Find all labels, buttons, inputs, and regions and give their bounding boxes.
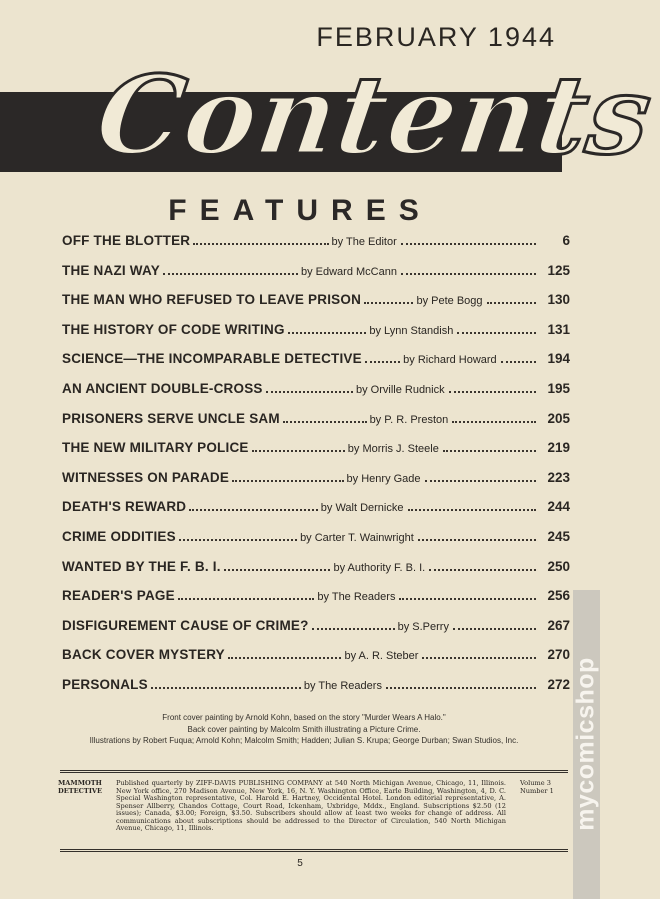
dot-leader [266, 391, 353, 393]
toc-entry [62, 470, 570, 500]
dot-leader [365, 361, 400, 363]
entry-author: by The Editor [331, 236, 397, 248]
toc-entry [62, 292, 570, 322]
toc-entry [62, 647, 570, 677]
entry-author: by P. R. Preston [369, 413, 449, 426]
entry-author: by Edward McCann [300, 265, 397, 278]
entry-title: CRIME ODDITIES [62, 528, 176, 544]
entry-page: 223 [547, 469, 570, 485]
watermark: mycomicshop [571, 657, 600, 831]
entry-author: by Henry Gade [346, 472, 421, 485]
top-rule [60, 770, 568, 773]
dot-leader [449, 391, 536, 393]
entry-title: PERSONALS [62, 676, 148, 692]
toc-entry [62, 263, 570, 293]
page-number: 5 [297, 858, 303, 869]
dot-leader [193, 243, 328, 245]
dot-leader [422, 657, 536, 659]
entry-title: READER'S PAGE [62, 588, 175, 604]
entry-title: WITNESSES ON PARADE [62, 469, 230, 485]
dot-leader [443, 450, 536, 452]
toc-entry [62, 440, 570, 470]
dot-leader [452, 421, 536, 423]
entry-title: OFF THE BLOTTER [62, 233, 191, 248]
dot-leader [457, 332, 536, 334]
toc-entry [62, 499, 570, 529]
entry-author: by The Readers [317, 591, 396, 604]
volume-info [520, 780, 570, 795]
dot-leader [252, 450, 345, 452]
credit-back-cover: Back cover painting by Malcolm Smith illustrating a Picture Crime. [187, 724, 421, 734]
entry-page: 256 [547, 588, 570, 604]
entry-author: by Pete Bogg [416, 295, 483, 308]
entry-page: 205 [547, 410, 570, 426]
features-heading: FEATURES [168, 194, 432, 227]
dot-leader [224, 569, 331, 571]
entry-page: 219 [547, 440, 571, 456]
dot-leader [178, 598, 315, 600]
entry-author: by Richard Howard [403, 354, 497, 367]
dot-leader [487, 302, 536, 304]
entry-page: 267 [547, 617, 571, 633]
entry-page: 194 [547, 351, 570, 367]
entry-title: PRISONERS SERVE UNCLE SAM [62, 410, 280, 426]
dot-leader [425, 480, 536, 482]
issue-number: Number 1 [520, 786, 554, 795]
dot-leader [232, 480, 343, 482]
entry-author: by S.Perry [397, 620, 449, 633]
dot-leader [163, 273, 298, 275]
volume-number: Volume 3 [520, 779, 551, 787]
entry-page: 6 [562, 233, 571, 248]
entry-title: THE HISTORY OF CODE WRITING [62, 321, 285, 337]
entry-page: 244 [547, 499, 570, 515]
entry-page: 272 [547, 676, 571, 692]
issue-date: FEBRUARY 1944 [316, 22, 556, 52]
toc-entry [62, 529, 570, 559]
entry-title: THE NAZI WAY [62, 262, 160, 278]
dot-leader [288, 332, 367, 334]
dot-leader [501, 361, 536, 363]
entry-title: DISFIGUREMENT CAUSE OF CRIME? [62, 617, 309, 633]
entry-page: 270 [547, 647, 571, 663]
toc-entry [62, 351, 570, 381]
entry-author: by Walt Dernicke [320, 502, 404, 515]
dot-leader [386, 687, 536, 689]
entry-title: DEATH'S REWARD [62, 499, 187, 515]
dot-leader [401, 273, 536, 275]
contents-title: Contents [89, 53, 660, 179]
entry-page: 195 [547, 380, 570, 396]
entry-author: by Lynn Standish [369, 324, 454, 337]
dot-leader [401, 243, 536, 245]
entry-author: by A. R. Steber [344, 650, 419, 663]
entry-author: by Orville Rudnick [355, 383, 445, 396]
dot-leader [312, 628, 395, 630]
entry-author: by Morris J. Steele [347, 443, 439, 456]
entry-page: 245 [547, 528, 571, 544]
toc-entry [62, 677, 570, 707]
entry-title: WANTED BY THE F. B. I. [62, 558, 221, 574]
entry-title: SCIENCE—THE INCOMPARABLE DETECTIVE [62, 351, 362, 367]
toc-entry [62, 322, 570, 352]
entry-title: AN ANCIENT DOUBLE-CROSS [62, 380, 263, 396]
entry-title: THE NEW MILITARY POLICE [62, 440, 249, 456]
dot-leader [429, 569, 536, 571]
dot-leader [399, 598, 536, 600]
entry-page: 130 [547, 292, 570, 308]
dot-leader [364, 302, 413, 304]
entry-title: BACK COVER MYSTERY [62, 647, 225, 663]
publisher-info: Published quarterly by ZIFF-DAVIS PUBLISHING COMPANY at 540 North Michigan Avenue, Chicago, 11, Illinois. New York office, 270 Madison Avenue, New York, 16, N. Y. Washington Office, Earle Building, Washington, 4, D. C. Special Washington representative, Col. Harold E. Hartney, Occidental Hotel. London editorial representative, A. Spenser Allberry, Chandos Cottage, Court Road, Ickenham, Uxbridge, Mddx., England. Subscriptions $2.50 (12 issues); Canada, $3.00; Foreign, $3.50. Subscribers should allow at least two weeks for change of address. All communications about subscriptions should be addressed to the Director of Circulation, 540 North Michigan Avenue, Chicago, 11, Illinois. [116, 779, 506, 832]
dot-leader [283, 421, 367, 423]
cover-credits [40, 712, 568, 747]
dot-leader [228, 657, 342, 659]
toc-entry [62, 233, 570, 263]
toc-entry [62, 381, 570, 411]
dot-leader [408, 509, 537, 511]
masthead: MAMMOTH DETECTIVE [58, 779, 103, 795]
dot-leader [179, 539, 297, 541]
dot-leader [453, 628, 536, 630]
toc-entry [62, 559, 570, 589]
dot-leader [418, 539, 536, 541]
toc-entry [62, 618, 570, 648]
bottom-rule [60, 849, 568, 852]
toc-list [62, 233, 570, 707]
dot-leader [189, 509, 318, 511]
credit-front-cover: Front cover painting by Arnold Kohn, based on the story "Murder Wears A Halo." [162, 713, 446, 722]
entry-page: 131 [547, 321, 570, 337]
entry-author: by Authority F. B. I. [333, 561, 426, 574]
credit-illustrations: Illustrations by Robert Fuqua; Arnold Kohn; Malcolm Smith; Hadden; Julian S. Krupa; George Durban; Swan Studios, Inc. [89, 736, 519, 745]
entry-page: 125 [547, 262, 571, 278]
entry-author: by The Readers [303, 679, 382, 692]
entry-title: THE MAN WHO REFUSED TO LEAVE PRISON [62, 292, 362, 308]
entry-author: by Carter T. Wainwright [300, 531, 414, 544]
entry-page: 250 [547, 558, 571, 574]
toc-entry [62, 411, 570, 441]
dot-leader [151, 687, 301, 689]
toc-entry [62, 588, 570, 618]
